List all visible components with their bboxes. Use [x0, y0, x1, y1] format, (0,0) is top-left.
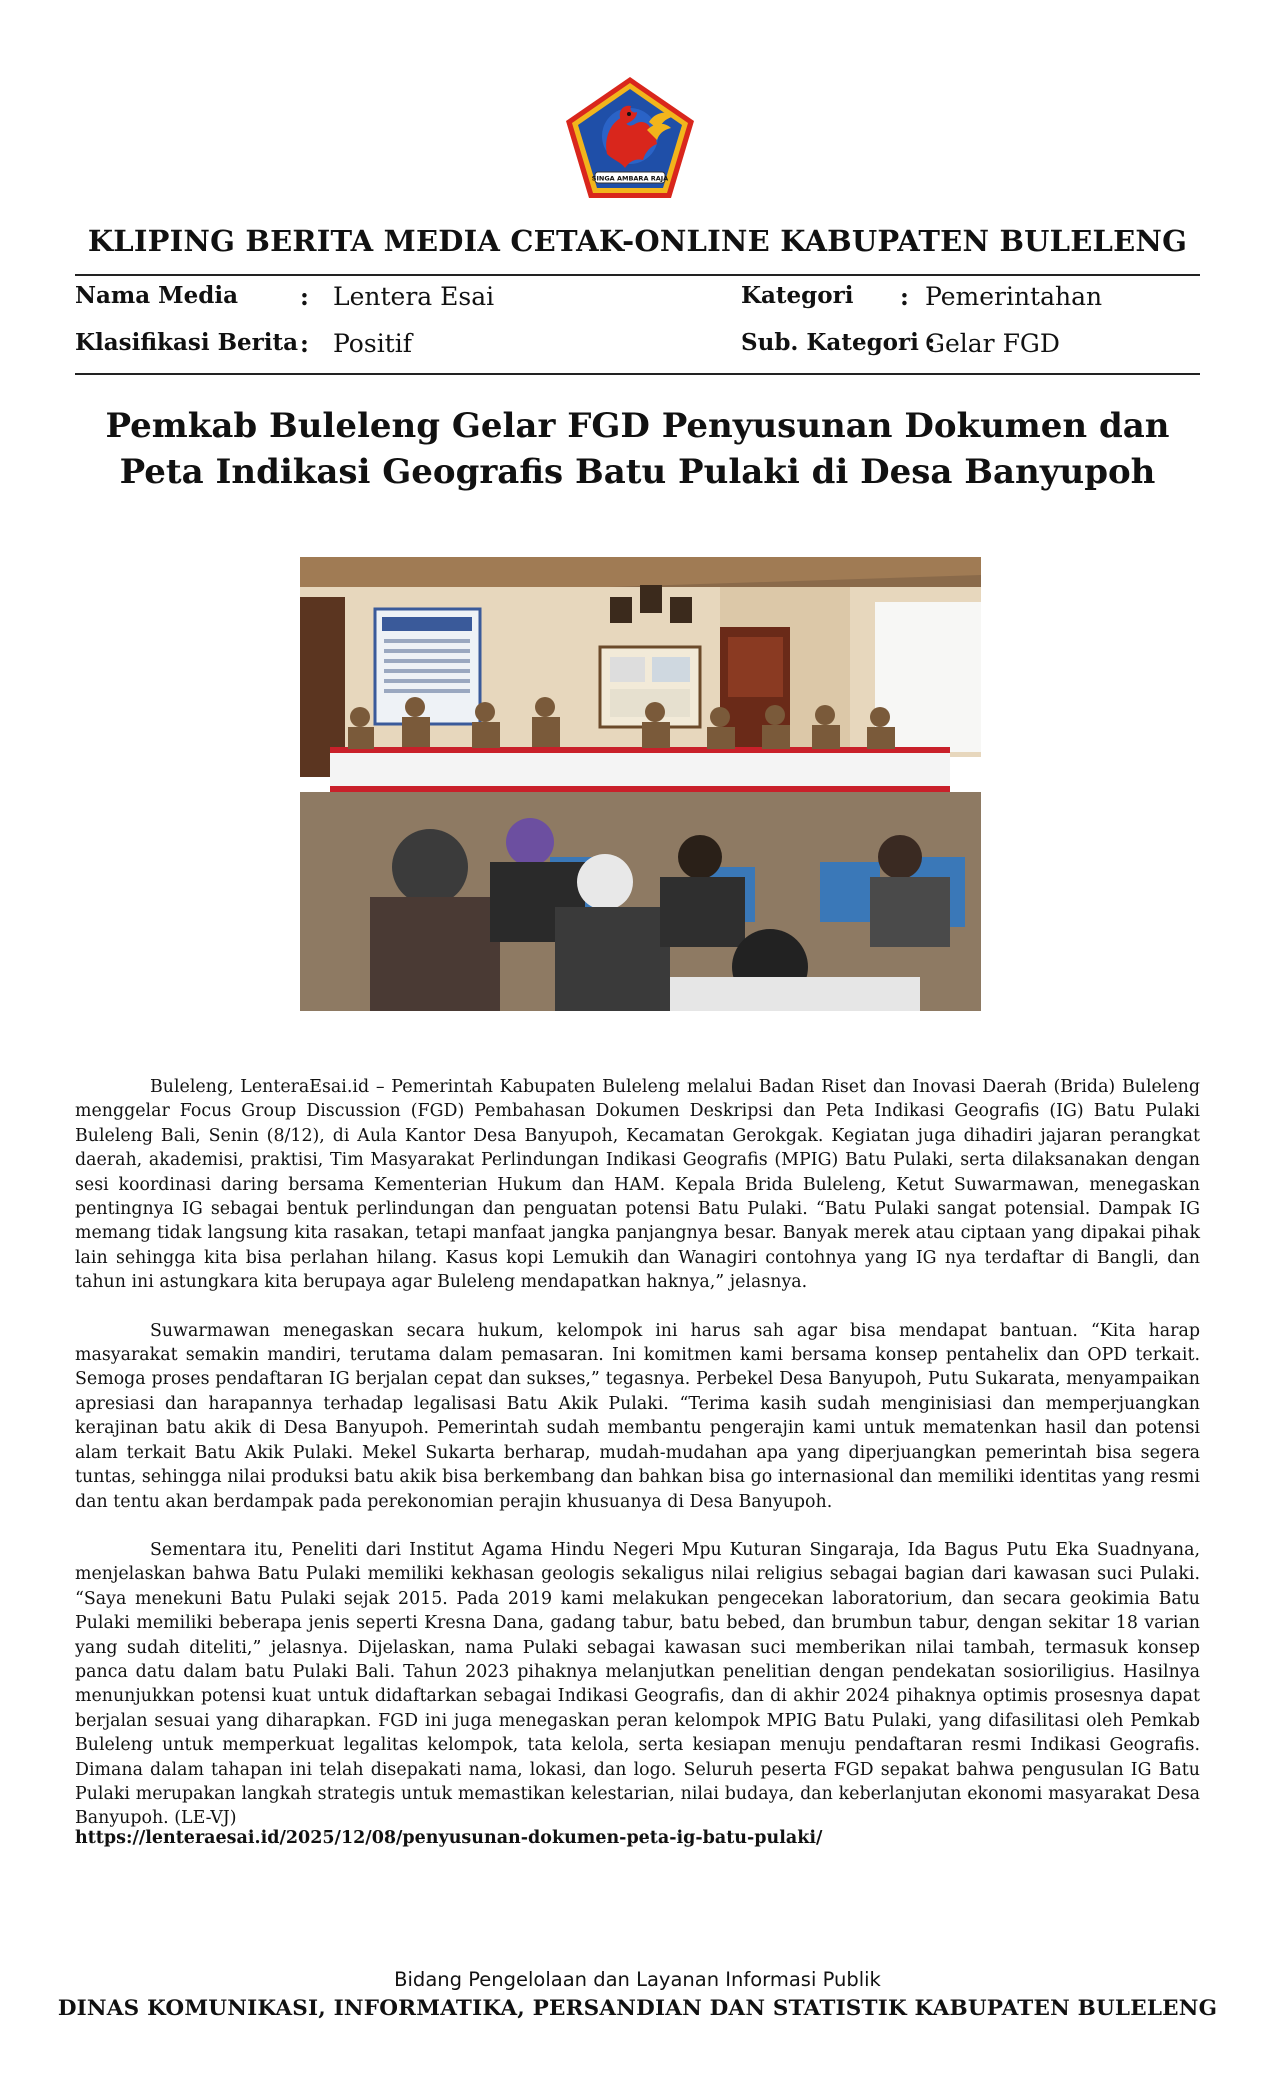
category-value: Pemerintahan — [925, 282, 1103, 311]
buleleng-crest-logo — [563, 74, 697, 202]
subcategory-label: Sub. Kategori : — [741, 329, 936, 356]
media-value: Lentera Esai — [333, 282, 495, 311]
article-paragraph-1: Buleleng, LenteraEsai.id – Pemerintah Kabupaten Buleleng melalui Badan Riset dan Inovasi Daerah (Brida) Buleleng menggelar Focus Group Discussion (FGD) Pembahasan Dokumen Deskripsi dan Peta Indikasi Geografis (IG) Batu Pulaki Buleleng Bali, Senin (8/12), di Aula Kantor Desa Banyupoh, Kecamatan Gerokgak. Kegiatan juga dihadiri jajaran perangkat daerah, akademisi, praktisi, Tim Masyarakat Perlindungan Indikasi Geografis (MPIG) Batu Pulaki, serta dilaksanakan dengan sesi koordinasi daring bersama Kementerian Hukum dan HAM. Kepala Brida Buleleng, Ketut Suwarmawan, menegaskan pentingnya IG sebagai bentuk perlindungan dan penguatan potensi Batu Pulaki. “Batu Pulaki sangat potensial. Dampak IG memang tidak langsung kita rasakan, tetapi manfaat jangka panjangnya besar. Banyak merek atau ciptaan yang dipakai pihak lain sehingga kita bisa perlahan hilang. Kasus kopi Lemukih dan Wanagiri contohnya yang IG nya terdaftar di Bangli, dan tahun ini astungkara kita berupaya agar Buleleng mendapatkan haknya,” jelasnya. — [75, 1077, 1200, 1293]
svg-text:SINGA AMBARA RAJA: SINGA AMBARA RAJA — [591, 174, 669, 183]
footer-department: Bidang Pengelolaan dan Layanan Informasi Publik — [394, 1968, 881, 1991]
classification-label: Klasifikasi Berita — [75, 329, 299, 356]
classification-value: Positif — [333, 329, 412, 358]
article-headline: Pemkab Buleleng Gelar FGD Penyusunan Dokumen dan Peta Indikasi Geografis Batu Pulaki di Desa Banyupoh — [105, 406, 1170, 492]
top-divider — [75, 274, 1200, 276]
article-body — [75, 1075, 1200, 1855]
category-colon: : — [900, 282, 909, 311]
classification-colon: : — [300, 329, 309, 358]
source-url-link[interactable]: https://lenteraesai.id/2025/12/08/penyusunan-dokumen-peta-ig-batu-pulaki/ — [75, 1828, 823, 1848]
media-colon: : — [300, 282, 309, 311]
article-paragraph-2: Suwarmawan menegaskan secara hukum, kelompok ini harus sah agar bisa mendapat bantuan. “Kita harap masyarakat semakin mandiri, terutama dalam pemasaran. Ini komitmen kami bersama konsep pentahelix dan OPD terkait. Semoga proses pendaftaran IG berjalan cepat dan sukses,” tegasnya. Perbekel Desa Banyupoh, Putu Sukarata, menyampaikan apresiasi dan harapannya terhadap legalisasi Batu Akik Pulaki. “Terima kasih sudah menginisiasi dan memperjuangkan kerajinan batu akik di Desa Banyupoh. Pemerintah sudah membantu pengerajin kami untuk mematenkan hasil dan potensi alam terkait Batu Akik Pulaki. Mekel Sukarta berharap, mudah-mudahan apa yang diperjuangkan pemerintah bisa segera tuntas, sehingga nilai produksi batu akik bisa berkembang dan bahkan bisa go internasional dan memiliki identitas yang resmi dan tentu akan berdampak pada perekonomian perajin khusuanya di Desa Banyupoh. — [75, 1320, 1200, 1512]
subcategory-value: Gelar FGD — [925, 329, 1060, 358]
article-photo — [300, 557, 981, 1011]
article-paragraph-3: Sementara itu, Peneliti dari Institut Agama Hindu Negeri Mpu Kuturan Singaraja, Ida Bagus Putu Eka Suadnyana, menjelaskan bahwa Batu Pulaki memiliki kekhasan geologis sekaligus nilai religius sebagai bagian dari kawasan suci Pulaki. “Saya menekuni Batu Pulaki sejak 2015. Pada 2019 kami melakukan pengecekan laboratorium, dan secara geokimia Batu Pulaki memiliki beberapa jenis seperti Kresna Dana, gadang tabur, batu bebed, dan brumbun tabur, dengan sekitar 18 varian yang sudah diteliti,” jelasnya. Dijelaskan, nama Pulaki sebagai kawasan suci memberikan nilai tambah, termasuk konsep panca datu dalam batu Pulaki Bali. Tahun 2023 pihaknya melanjutkan penelitian dengan pendekatan sosioriligius. Hasilnya menunjukkan potensi kuat untuk didaftarkan sebagai Indikasi Geografis, dan di akhir 2024 pihaknya optimis prosesnya dapat berjalan sesuai yang diharapkan. FGD ini juga menegaskan peran kelompok MPIG Batu Pulaki, yang difasilitasi oleh Pemkab Buleleng untuk memperkuat legalitas kelompok, tata kelola, serta kesiapan menuju pendaftaran resmi Indikasi Geografis. Dimana dalam tahapan ini telah disepakati nama, lokasi, dan logo. Seluruh peserta FGD sepakat bahwa pengusulan IG Batu Pulaki merupakan langkah strategis untuk memastikan kelestarian, nilai budaya, dan keberlanjutan ekonomi masyarakat Desa Banyupoh. (LE-VJ) — [75, 1539, 1200, 1829]
footer-agency: DINAS KOMUNIKASI, INFORMATIKA, PERSANDIAN DAN STATISTIK KABUPATEN BULELENG — [57, 1996, 1218, 2021]
category-label: Kategori — [741, 282, 854, 309]
document-title: KLIPING BERITA MEDIA CETAK-ONLINE KABUPATEN BULELENG — [87, 224, 1188, 258]
media-label: Nama Media — [75, 282, 238, 309]
meta-divider — [75, 373, 1200, 375]
